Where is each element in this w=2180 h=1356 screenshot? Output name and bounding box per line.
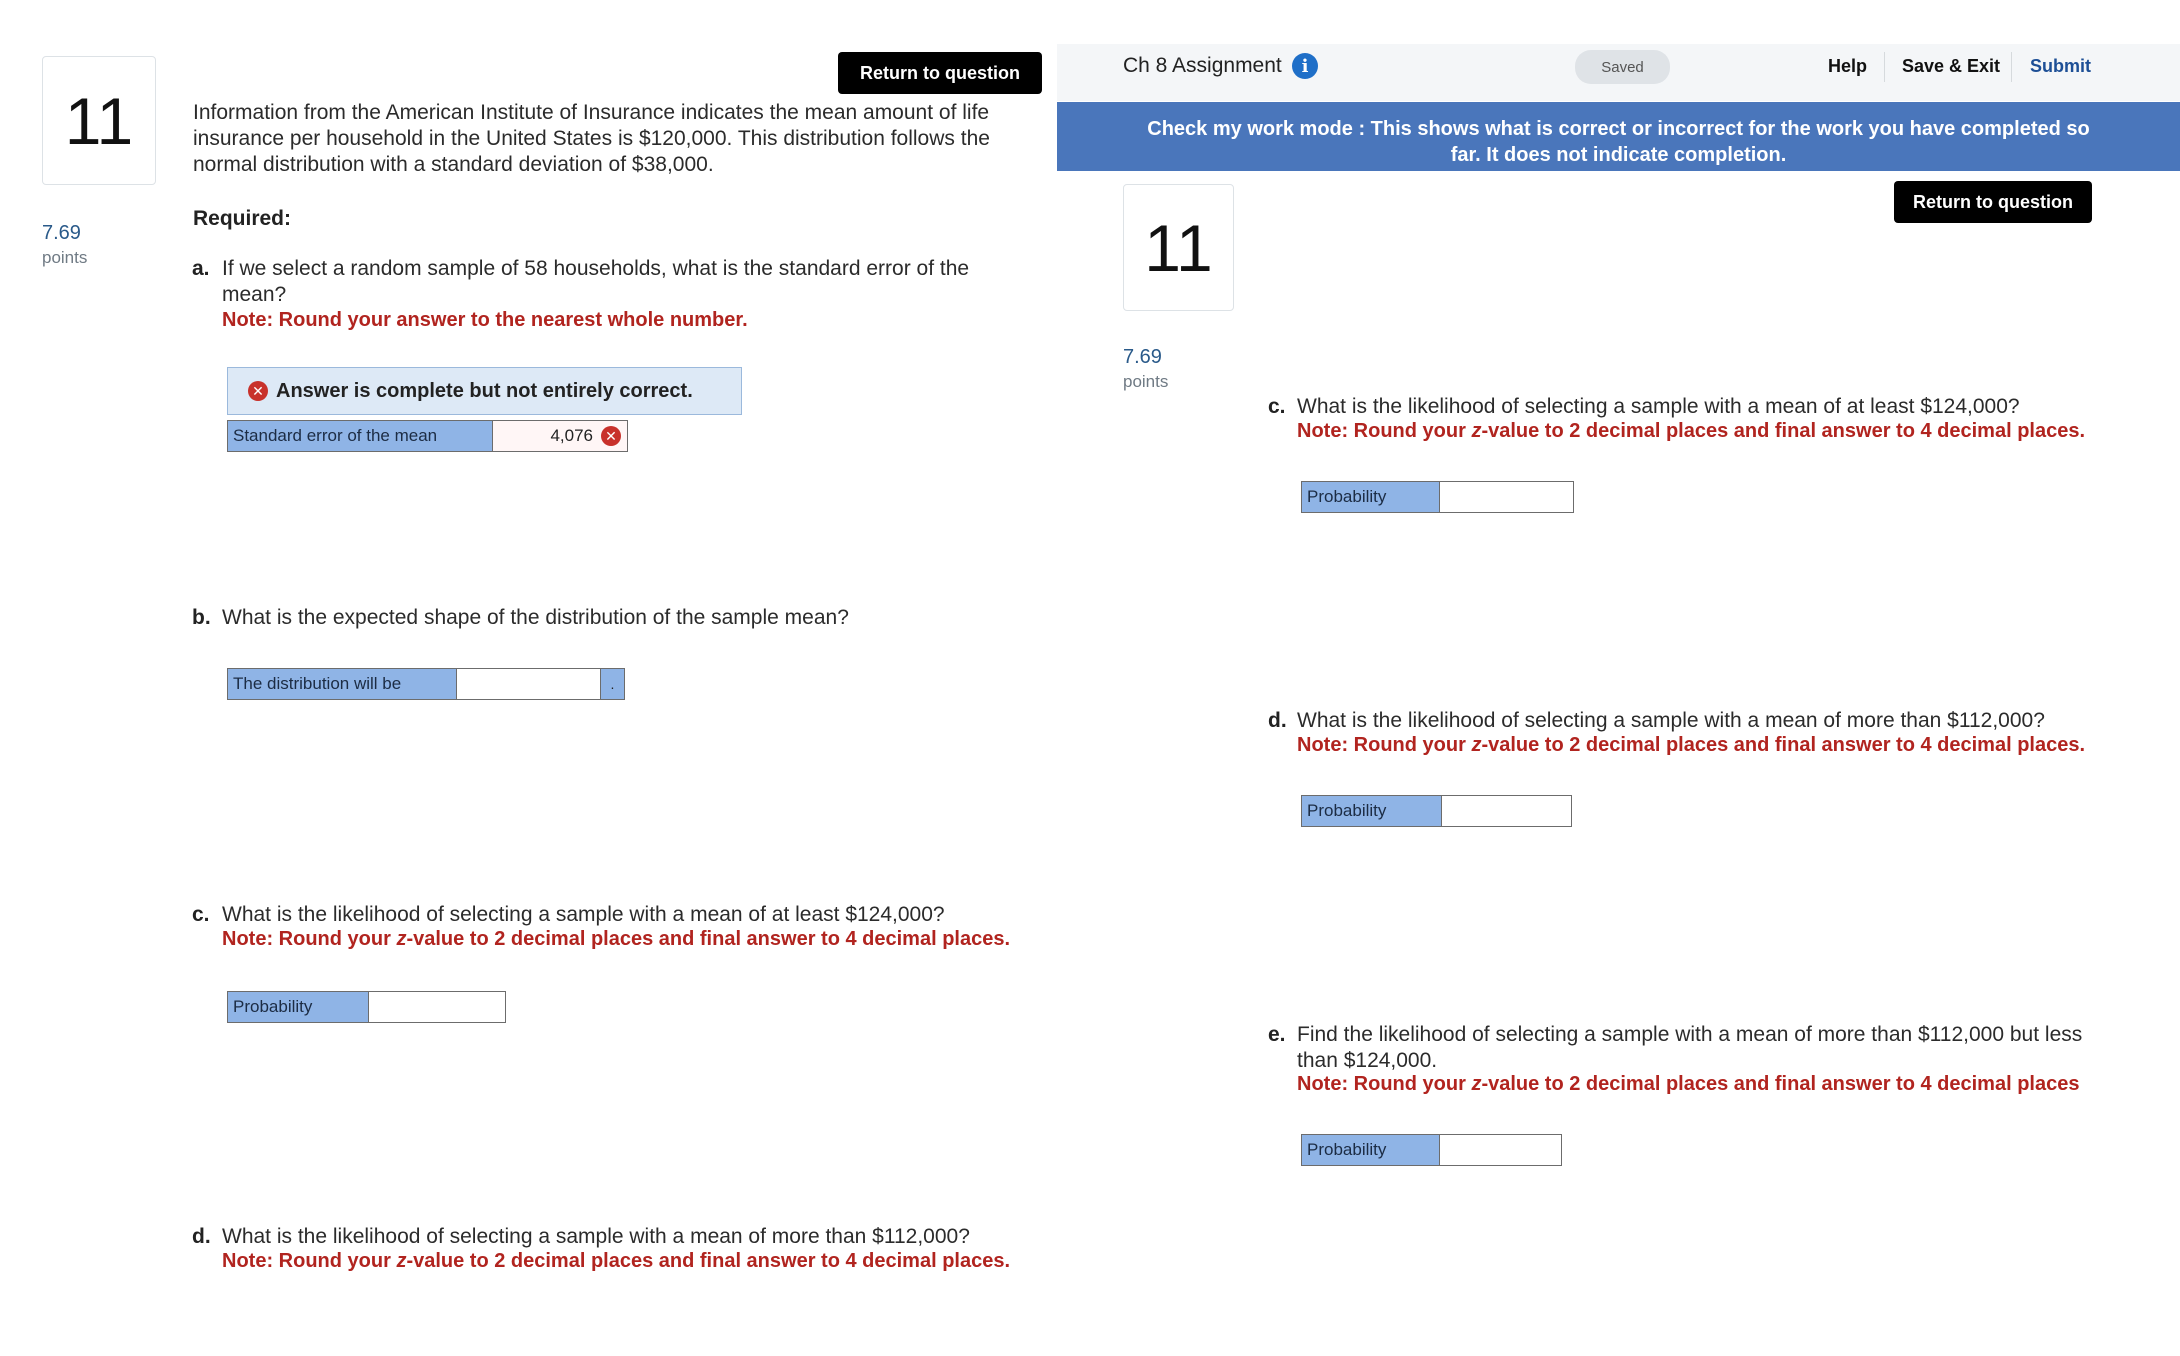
distribution-shape-label: The distribution will be <box>228 669 457 699</box>
return-to-question-button[interactable]: Return to question <box>1894 181 2092 223</box>
standard-error-input[interactable] <box>493 421 627 451</box>
probability-label: Probability <box>228 992 369 1022</box>
part-e-probability-input[interactable] <box>1440 1135 1561 1165</box>
part-e-probability-row <box>1301 1134 1562 1166</box>
part-d-note: Note: Round your z-value to 2 decimal places and final answer to 4 decimal places. <box>1297 734 2086 756</box>
distribution-shape-select[interactable] <box>457 669 600 699</box>
probability-label: Probability <box>1302 482 1440 512</box>
dropdown-caret-icon[interactable]: . <box>600 669 624 699</box>
question-number-box <box>42 56 156 185</box>
assignment-title: Ch 8 Assignment <box>1123 54 1282 77</box>
part-d-question: What is the likelihood of selecting a sample with a mean of more than $112,000? <box>1297 709 2045 732</box>
part-e-letter: e. <box>1268 1023 1286 1046</box>
standard-error-value: 4,076 <box>550 426 593 445</box>
part-d-note: Note: Round your z-value to 2 decimal places and final answer to 4 decimal places. <box>222 1250 1011 1272</box>
question-number-box <box>1123 184 1234 311</box>
question-number: 11 <box>64 83 134 158</box>
required-heading: Required: <box>193 207 292 230</box>
probability-label: Probability <box>1302 796 1442 826</box>
help-link[interactable]: Help <box>1828 56 1868 76</box>
part-c-probability-input[interactable] <box>1440 482 1573 512</box>
part-c-probability-row <box>227 991 506 1023</box>
part-c-probability-input[interactable] <box>369 992 505 1022</box>
part-b-question: What is the expected shape of the distribution of the sample mean? <box>222 606 849 629</box>
part-a-question: If we select a random sample of 58 households, what is the standard error of the mean? <box>222 257 970 306</box>
return-to-question-button[interactable]: Return to question <box>838 52 1042 94</box>
nav-divider <box>2011 52 2012 82</box>
part-d-letter: d. <box>192 1225 211 1248</box>
part-c-letter: c. <box>192 903 210 926</box>
part-d-question: What is the likelihood of selecting a sample with a mean of more than $112,000? <box>222 1225 970 1248</box>
incorrect-x-icon: ✕ <box>248 381 268 401</box>
part-b-letter: b. <box>192 606 211 629</box>
part-c-note: Note: Round your z-value to 2 decimal places and final answer to 4 decimal places. <box>222 928 1011 950</box>
part-a-letter: a. <box>192 257 210 280</box>
points-value: 7.69 <box>1123 346 1162 368</box>
part-c-question: What is the likelihood of selecting a sample with a mean of at least $124,000? <box>222 903 945 926</box>
question-intro: Information from the American Institute of Insurance indicates the mean amount of life insurance per household in the United States is $120,000. This distribution follows the normal distribution with a standard deviation of $38,000. <box>193 101 990 176</box>
part-c-note: Note: Round your z-value to 2 decimal places and final answer to 4 decimal places. <box>1297 420 2086 442</box>
banner-text: Check my work mode : This shows what is correct or incorrect for the work you have completed so far. It does not indicate completion. <box>1147 118 2090 166</box>
incorrect-x-icon: ✕ <box>601 426 621 446</box>
saved-status-pill: Saved <box>1575 50 1670 84</box>
part-c-letter: c. <box>1268 395 1286 418</box>
part-c-probability-row <box>1301 481 1574 513</box>
check-my-work-banner <box>1057 102 2180 171</box>
part-e-note: Note: Round your z-value to 2 decimal places and final answer to 4 decimal places <box>1297 1073 2080 1095</box>
submit-link[interactable]: Submit <box>2030 56 2091 76</box>
part-e-question: Find the likelihood of selecting a sample with a mean of more than $112,000 but less than $124,000. <box>1297 1023 2083 1072</box>
answer-feedback-banner <box>227 367 742 415</box>
info-icon[interactable]: i <box>1292 53 1318 79</box>
standard-error-label: Standard error of the mean <box>228 421 493 451</box>
question-number: 11 <box>1144 210 1213 285</box>
feedback-text: Answer is complete but not entirely correct. <box>276 379 693 402</box>
nav-divider <box>1884 52 1885 82</box>
standard-error-answer-row <box>227 420 628 452</box>
part-d-probability-input[interactable] <box>1442 796 1571 826</box>
probability-label: Probability <box>1302 1135 1440 1165</box>
part-d-letter: d. <box>1268 709 1287 732</box>
part-c-question: What is the likelihood of selecting a sample with a mean of at least $124,000? <box>1297 395 2020 418</box>
distribution-shape-row <box>227 668 625 700</box>
points-label: points <box>42 248 88 267</box>
part-d-probability-row <box>1301 795 1572 827</box>
part-a-note: Note: Round your answer to the nearest whole number. <box>222 309 748 331</box>
save-exit-link[interactable]: Save & Exit <box>1902 56 2001 76</box>
points-label: points <box>1123 372 1169 391</box>
points-value: 7.69 <box>42 222 81 244</box>
